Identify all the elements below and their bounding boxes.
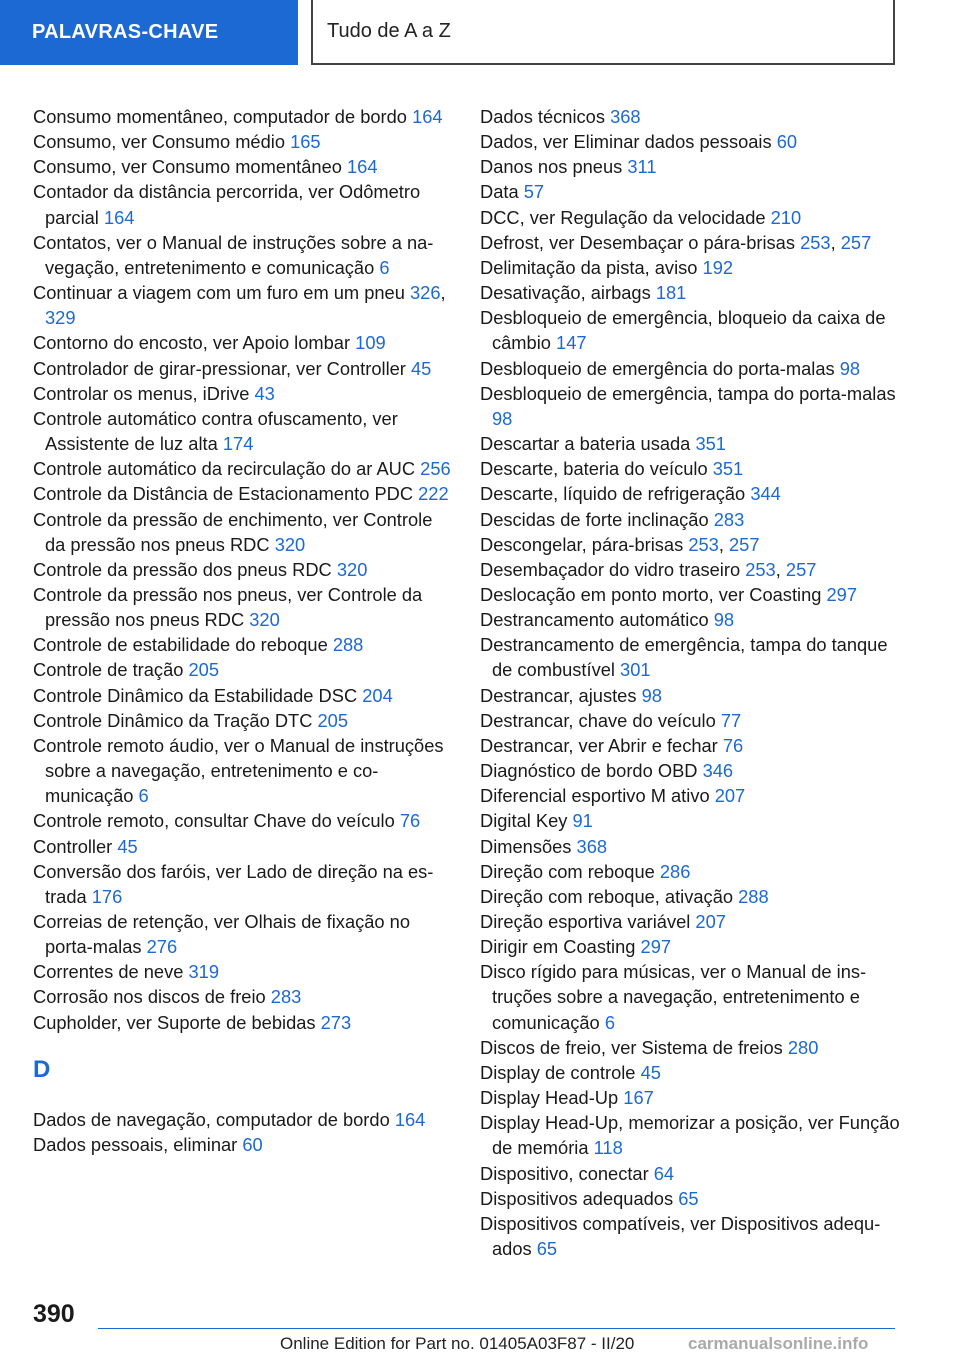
index-entry [480, 758, 900, 783]
index-term: Dirigir em Coasting [480, 936, 636, 958]
index-entry [33, 557, 453, 582]
index-entry: Desembaçador do vidro traseiro 253, 257 [480, 558, 817, 580]
page-reference-link[interactable]: 288 [738, 885, 769, 907]
page-reference-link[interactable]: 98 [492, 407, 513, 429]
index-entry [33, 129, 453, 154]
index-term: Contorno do encosto, ver Apoio lombar [33, 332, 351, 354]
index-entry [480, 909, 900, 934]
index-entry [33, 356, 453, 381]
index-entry [33, 456, 453, 481]
index-entry [480, 783, 900, 808]
index-term: Desbloqueio de emergência, bloqueio da caixa de câmbio [480, 307, 886, 354]
page-reference-link[interactable]: 207 [714, 785, 746, 807]
index-term: Dispositivos adequados [480, 1187, 674, 1209]
index-term: Controle da pressão nos pneus, ver Controle da pressão nos pneus RDC [33, 583, 423, 631]
page-reference-link[interactable]: 6 [604, 1011, 615, 1033]
page-reference-link[interactable]: 253 [745, 558, 776, 580]
index-term: Controle da Distância de Estacionamento PDC [33, 483, 414, 505]
page-reference-link[interactable]: 283 [270, 986, 302, 1008]
page-reference-link[interactable]: 76 [722, 734, 744, 756]
index-entry [33, 406, 453, 456]
index-term: Destrancamento automático [480, 609, 709, 631]
index-entry [33, 481, 453, 506]
page-reference-link[interactable]: 253 [800, 231, 831, 253]
index-term: Delimitação da pista, aviso [480, 256, 698, 278]
page-reference-link[interactable]: 98 [839, 357, 861, 379]
index-term: Controle Dinâmico da Tração DTC [33, 709, 313, 731]
index-entry [33, 507, 453, 557]
index-entry: Descongelar, pára-brisas 253, 257 [480, 533, 760, 555]
index-term: Deslocação em ponto morto, ver Coasting [480, 583, 822, 605]
index-term: Descongelar, pára-brisas [480, 533, 684, 555]
page-reference-link[interactable]: 109 [355, 332, 386, 354]
index-entry: Continuar a viagem com um furo em um pneu 326, 329 [33, 282, 446, 329]
index-entry [480, 959, 900, 1034]
page-reference-link[interactable]: 65 [678, 1187, 699, 1209]
page-reference-link[interactable]: 64 [653, 1162, 675, 1184]
watermark: carmanualsonline.info [688, 1334, 869, 1353]
index-term: Controle Dinâmico da Estabilidade DSC [33, 684, 358, 706]
index-term: Controller [33, 835, 113, 857]
index-term: Consumo, ver Consumo médio [33, 131, 285, 153]
index-entry [480, 834, 900, 859]
index-entry [33, 381, 453, 406]
index-entry [33, 859, 453, 909]
page-reference-link[interactable]: 91 [572, 810, 593, 832]
index-term: Controle da pressão dos pneus RDC [33, 558, 332, 580]
page-reference-link[interactable]: 320 [336, 558, 368, 580]
index-entry [480, 481, 900, 506]
page-reference-link[interactable]: 329 [45, 307, 76, 329]
index-term: Desativação, airbags [480, 282, 651, 304]
index-entry [33, 1107, 453, 1132]
page-reference-link[interactable]: 45 [411, 357, 432, 379]
index-entry [33, 657, 453, 682]
page-reference-link[interactable]: 346 [702, 760, 734, 782]
index-term: Contador da distância percorrida, ver Odômetro parcial [33, 181, 421, 228]
index-entry [480, 1186, 900, 1211]
index-term: Display Head-Up [480, 1087, 619, 1109]
page-reference-link[interactable]: 288 [332, 634, 364, 656]
index-term: Direção com reboque [480, 860, 655, 882]
page-reference-link[interactable]: 98 [713, 609, 735, 631]
page-reference-link[interactable]: 60 [776, 131, 798, 153]
section-tab: PALAVRAS-CHAVE [0, 0, 298, 65]
index-entry [480, 381, 900, 431]
index-term: Dimensões [480, 835, 572, 857]
index-entry [480, 632, 900, 682]
index-term: Controle remoto áudio, ver o Manual de instruções sobre a navegação, entretenimento e comunicação [33, 734, 444, 807]
page-reference-link[interactable]: 164 [412, 106, 443, 127]
index-term: Dispositivos compatíveis, ver Dispositivos adequados [480, 1212, 881, 1260]
page-reference-link[interactable]: 257 [785, 558, 817, 580]
index-term: Controle de estabilidade do reboque [33, 634, 328, 656]
page-reference-link[interactable]: 368 [576, 835, 608, 857]
index-entry [480, 808, 900, 833]
index-term: Correias de retenção, ver Olhais de fixação no porta-malas [33, 911, 410, 958]
index-entry [480, 1035, 900, 1060]
index-term: Conversão dos faróis, ver Lado de direção na estrada [33, 860, 434, 907]
page-reference-link[interactable]: 283 [713, 508, 745, 530]
index-term: Controle automático contra ofuscamento, ver Assistente de luz alta [33, 407, 398, 455]
index-term: Danos nos pneus [480, 156, 623, 178]
index-entry [480, 607, 900, 632]
index-term: Controle da pressão de enchimento, ver Controle da pressão nos pneus RDC [33, 508, 433, 555]
index-entry [33, 1010, 453, 1035]
index-term: Descartar a bateria usada [480, 433, 691, 455]
page-reference-link[interactable]: 60 [242, 1133, 263, 1155]
index-entry [480, 708, 900, 733]
index-entry [33, 330, 453, 355]
index-entry [33, 808, 453, 833]
page-reference-link[interactable]: 98 [641, 684, 662, 706]
footer-edition: Online Edition for Part no. 01405A03F87 - II/20 [280, 1334, 635, 1353]
index-term: Dados pessoais, eliminar [33, 1133, 238, 1155]
page-reference-link[interactable]: 6 [138, 785, 149, 807]
page-reference-link[interactable]: 207 [695, 911, 726, 932]
index-term: Diferencial esportivo M ativo [480, 785, 710, 807]
page-reference-link[interactable]: 118 [593, 1137, 623, 1159]
index-entry [480, 683, 900, 708]
index-entry [480, 305, 900, 355]
index-entry [480, 884, 900, 909]
page-reference-link[interactable]: 256 [420, 458, 451, 480]
page-reference-link[interactable]: 167 [623, 1087, 654, 1109]
index-term: Dispositivo, conectar [480, 1162, 649, 1184]
index-list-c [33, 104, 453, 1035]
index-term: Digital Key [480, 810, 568, 832]
index-term: Cupholder, ver Suporte de bebidas [33, 1011, 316, 1033]
index-entry [480, 1085, 900, 1110]
index-entry [480, 582, 900, 607]
page-reference-link[interactable]: 257 [729, 533, 760, 555]
index-entry [480, 129, 900, 154]
index-entry [480, 104, 900, 129]
index-list-d-continued [480, 104, 900, 1261]
index-term: Direção com reboque, ativação [480, 885, 734, 907]
index-term: Desbloqueio de emergência do porta-malas [480, 357, 835, 379]
index-column-left [33, 104, 453, 1157]
index-term: Display de controle [480, 1061, 636, 1083]
index-entry [33, 909, 453, 959]
page-reference-link[interactable]: 147 [556, 332, 587, 354]
index-term: Consumo, ver Consumo momentâneo [33, 156, 342, 178]
page-reference-link[interactable]: 326 [410, 282, 441, 304]
page-number: 390 [33, 1300, 75, 1328]
page-reference-link[interactable]: 301 [620, 659, 651, 681]
index-term: DCC, ver Regulação da velocidade [480, 206, 766, 228]
index-entry [480, 1211, 900, 1261]
index-entry [33, 834, 453, 859]
page-reference-link[interactable]: 286 [659, 860, 691, 882]
page-reference-link[interactable]: 204 [362, 684, 393, 706]
index-term: Desbloqueio de emergência, tampa do porta-malas [480, 382, 896, 404]
page-reference-link[interactable]: 368 [610, 106, 641, 127]
index-term: Destrancar, ajustes [480, 684, 637, 706]
index-entry [33, 104, 453, 129]
page-reference-link[interactable]: 57 [523, 181, 545, 203]
index-entry [33, 984, 453, 1009]
page-reference-link[interactable]: 165 [290, 131, 321, 153]
index-term: Descarte, bateria do veículo [480, 458, 708, 480]
index-term: Dados, ver Eliminar dados pessoais [480, 131, 772, 153]
index-term: Dados de navegação, computador de bordo [33, 1108, 390, 1130]
page-reference-link[interactable]: 351 [712, 458, 744, 480]
index-term: Descidas de forte inclinação [480, 508, 709, 530]
page-reference-link[interactable]: 319 [188, 961, 220, 983]
index-term: Consumo momentâneo, computador de bordo [33, 106, 407, 127]
index-term: Discos de freio, ver Sistema de freios [480, 1036, 783, 1058]
index-entry [480, 356, 900, 381]
index-entry [480, 733, 900, 758]
index-term: Destrancamento de emergência, tampa do tanque de combustível [480, 634, 888, 681]
index-entry [480, 456, 900, 481]
index-entry [33, 154, 453, 179]
index-term: Data [480, 181, 519, 203]
index-term: Corrosão nos discos de freio [33, 986, 266, 1008]
page-reference-link[interactable]: 205 [317, 709, 349, 731]
index-term: Descarte, líquido de refrigeração [480, 483, 746, 505]
page-reference-link[interactable]: 76 [399, 810, 421, 832]
chapter-title-text: Tudo de A a Z [327, 20, 451, 42]
page-reference-link[interactable]: 280 [787, 1036, 819, 1058]
index-entry [480, 1161, 900, 1186]
page-reference-link[interactable]: 176 [91, 885, 123, 907]
index-term: Disco rígido para músicas, ver o Manual de instruções sobre a navegação, entretenimento e comunicação [480, 961, 867, 1033]
page-reference-link[interactable]: 65 [536, 1238, 558, 1260]
index-entry [33, 582, 453, 632]
index-entry [33, 230, 453, 280]
index-term: Continuar a viagem com um furo em um pneu [33, 282, 405, 304]
page-reference-link[interactable]: 297 [826, 583, 858, 605]
index-term: Controlador de girar-pressionar, ver Controller [33, 357, 406, 379]
page-reference-link[interactable]: 181 [655, 282, 687, 304]
index-term: Desembaçador do vidro traseiro [480, 558, 741, 580]
index-term: Display Head-Up, memorizar a posição, ver Função de memória [480, 1112, 900, 1159]
index-term: Dados técnicos [480, 106, 605, 127]
page-reference-link[interactable]: 205 [188, 659, 220, 681]
index-entry [480, 255, 900, 280]
page-reference-link[interactable]: 210 [770, 206, 802, 228]
page-reference-link[interactable]: 344 [750, 483, 781, 505]
page-reference-link[interactable]: 222 [418, 483, 449, 505]
section-letter-d: D [33, 1055, 51, 1083]
page-reference-link[interactable]: 297 [640, 936, 672, 958]
footer-rule [98, 1328, 895, 1329]
page-reference-link[interactable]: 276 [146, 936, 178, 958]
index-term: Controlar os menus, iDrive [33, 382, 250, 404]
page-reference-link[interactable]: 257 [840, 231, 872, 253]
page-reference-link[interactable]: 164 [347, 156, 378, 178]
page-reference-link[interactable]: 77 [720, 709, 742, 731]
index-entry [480, 179, 900, 204]
index-term: Contatos, ver o Manual de instruções sobre a navegação, entretenimento e comunicação [33, 231, 434, 278]
index-list-d [33, 1107, 453, 1157]
page-reference-link[interactable]: 273 [320, 1011, 352, 1033]
index-term: Correntes de neve [33, 961, 184, 983]
index-entry [480, 859, 900, 884]
index-entry: Defrost, ver Desembaçar o pára-brisas 253, 257 [480, 231, 872, 253]
index-column-right [480, 104, 900, 1261]
index-entry [33, 1132, 453, 1157]
index-entry [33, 179, 453, 229]
index-entry [480, 431, 900, 456]
page-reference-link[interactable]: 6 [379, 256, 390, 278]
page-reference-link[interactable]: 192 [702, 256, 734, 278]
page-reference-link[interactable]: 174 [222, 433, 254, 455]
index-entry [480, 1110, 900, 1160]
page-reference-link[interactable]: 45 [640, 1061, 661, 1083]
index-term: Diagnóstico de bordo OBD [480, 760, 698, 782]
index-entry [480, 507, 900, 532]
index-entry [480, 280, 900, 305]
index-entry [33, 733, 453, 808]
index-entry [480, 1060, 900, 1085]
index-entry [33, 708, 453, 733]
page-reference-link[interactable]: 43 [254, 382, 275, 404]
index-term: Direção esportiva variável [480, 911, 691, 932]
index-term: Controle automático da recirculação do ar AUC [33, 458, 416, 480]
index-entry [480, 934, 900, 959]
page-reference-link[interactable]: 45 [117, 835, 138, 857]
page-reference-link[interactable]: 320 [249, 609, 280, 631]
page-reference-link[interactable]: 164 [394, 1108, 426, 1130]
page-reference-link[interactable]: 320 [274, 533, 306, 555]
index-entry [33, 632, 453, 657]
index-term: Destrancar, chave do veículo [480, 709, 716, 731]
chapter-title [311, 0, 895, 65]
index-term: Destrancar, ver Abrir e fechar [480, 734, 718, 756]
page-reference-link[interactable]: 311 [627, 156, 657, 178]
index-entry [480, 154, 900, 179]
page-reference-link[interactable]: 164 [103, 206, 135, 228]
page-reference-link[interactable]: 253 [688, 533, 719, 555]
index-term: Controle remoto, consultar Chave do veículo [33, 810, 395, 832]
page-reference-link[interactable]: 351 [695, 433, 726, 455]
index-term: Defrost, ver Desembaçar o pára-brisas [480, 231, 795, 253]
index-entry [33, 683, 453, 708]
index-term: Controle de tração [33, 659, 184, 681]
index-entry [480, 205, 900, 230]
index-entry [33, 959, 453, 984]
